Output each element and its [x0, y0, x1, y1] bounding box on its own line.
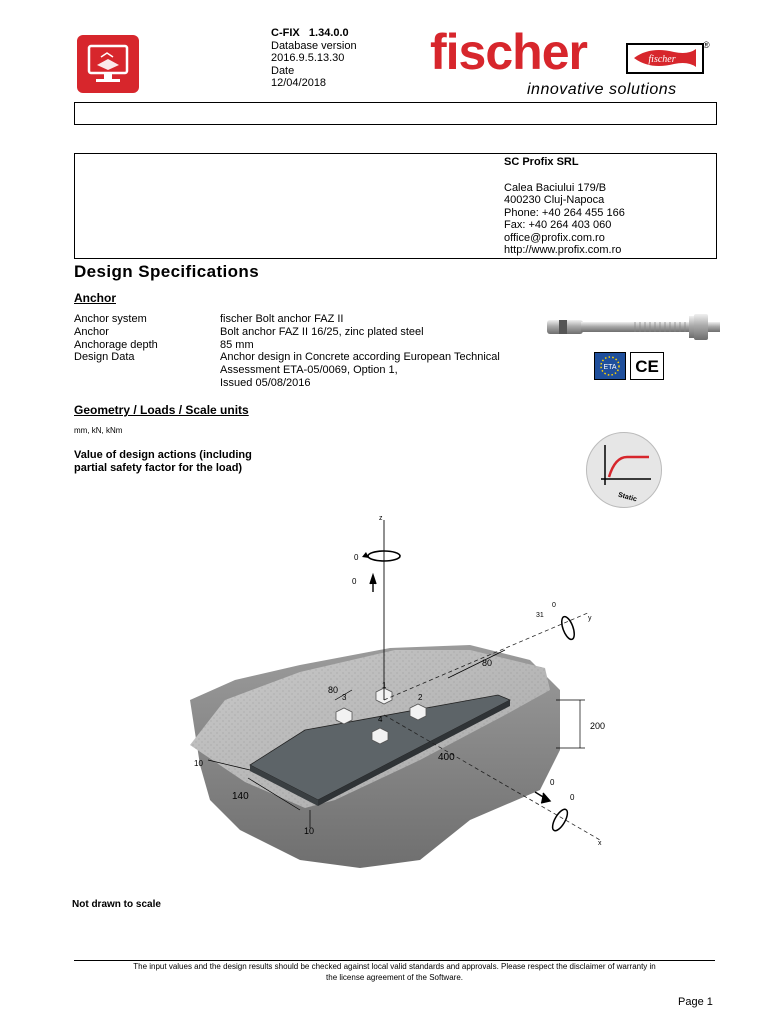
dim-200: 200	[590, 721, 606, 731]
company-info	[504, 156, 625, 257]
z-axis-label: z	[379, 515, 383, 522]
date-value: 12/04/2018	[271, 77, 327, 89]
my-value: 31	[536, 612, 544, 619]
anchor-label-2: 2	[418, 693, 423, 702]
design-actions-line1: Value of design actions (including	[74, 449, 252, 461]
anchor-label-1: 1	[382, 681, 387, 690]
dim-140: 140	[232, 791, 249, 802]
date-label: Date	[271, 64, 295, 77]
design-actions-label	[74, 449, 252, 474]
app-logo	[77, 35, 139, 93]
registered-mark: ®	[703, 40, 710, 50]
spec-key: Anchorage depth	[74, 338, 158, 351]
base-plate-drawing	[180, 505, 620, 890]
units-text: mm, kN, kNm	[74, 426, 123, 435]
spec-key: Anchor system	[74, 313, 147, 325]
spec-key: Anchor	[74, 325, 109, 338]
spec-value: 85 mm	[220, 338, 254, 351]
x-axis-label: x	[598, 840, 602, 847]
badge-text: fischer	[648, 54, 676, 65]
anchor-label-3: 3	[342, 693, 347, 702]
spec-key: Design Data	[74, 351, 135, 364]
company-name: SC Profix SRL	[504, 156, 579, 168]
spec-row	[74, 313, 540, 326]
design-actions-line2: partial safety factor for the load)	[74, 461, 243, 474]
company-phone: Phone: +40 264 455 166	[504, 206, 625, 219]
brand-badge	[626, 43, 704, 74]
static-load-icon	[586, 432, 662, 508]
y-axis-label: y	[588, 615, 592, 622]
spec-row	[74, 351, 540, 364]
brand-wordmark: fischer	[430, 24, 587, 80]
certification-marks	[594, 352, 664, 380]
spec-row	[74, 377, 540, 390]
nz-value: 0	[352, 577, 357, 586]
spec-row	[74, 364, 540, 377]
spec-value: fischer Bolt anchor FAZ II	[220, 313, 344, 325]
anchor-nut-2	[410, 704, 426, 720]
fish-logo-icon	[628, 45, 702, 72]
db-version-value: 2016.9.5.13.30	[271, 52, 345, 64]
disclaimer-line2: the license agreement of the Software.	[326, 972, 463, 982]
disclaimer-line1: The input values and the design results should be checked against local valid standards and approvals. Please respect the disclaimer of warranty in	[133, 962, 656, 971]
anchor-nut-4	[372, 728, 388, 744]
torque-x-icon	[550, 807, 571, 833]
vx-value: 0	[550, 778, 555, 787]
ce-mark: CE	[635, 357, 659, 376]
product-version: 1.34.0.0	[308, 27, 349, 39]
geometry-heading: Geometry / Loads / Scale units	[74, 403, 249, 417]
company-email: office@profix.com.ro	[504, 231, 605, 244]
dim-10-left: 10	[194, 759, 203, 768]
anchor-specs	[74, 313, 540, 390]
vy-value: 0	[552, 602, 556, 609]
page-number: Page 1	[678, 996, 713, 1008]
product-name: C-FIX	[271, 27, 300, 39]
dim-10-bottom: 10	[304, 826, 315, 836]
spec-value: Bolt anchor FAZ II 16/25, zinc plated steel	[220, 325, 424, 338]
disclaimer	[74, 962, 715, 983]
anchor-heading: Anchor	[74, 291, 116, 305]
company-street: Calea Baciului 179/B	[504, 181, 607, 194]
anchor-nut-3	[336, 708, 352, 724]
page-title: Design Specifications	[74, 262, 260, 281]
svg-text:ETA: ETA	[603, 364, 617, 371]
company-web: http://www.profix.com.ro	[504, 244, 622, 256]
spec-value-cont: Assessment ETA-05/0069, Option 1,	[220, 364, 398, 377]
spec-value: Anchor design in Concrete according European Technical	[220, 351, 500, 364]
dim-80-top: 80	[482, 658, 493, 668]
dim-80-left: 80	[328, 685, 339, 695]
monitor-drawing-icon	[77, 35, 139, 93]
bolt-anchor-icon	[545, 312, 725, 342]
slogan: innovative solutions	[527, 81, 677, 98]
force-z-arrow	[370, 575, 376, 592]
db-version-label: Database version	[271, 39, 357, 52]
project-box	[74, 102, 717, 125]
not-to-scale-note: Not drawn to scale	[72, 899, 161, 910]
spec-row	[74, 339, 540, 352]
mz-value: 0	[354, 553, 359, 562]
static-label: Static	[617, 491, 638, 504]
mx-value: 0	[570, 793, 575, 802]
footer-rule	[74, 960, 715, 961]
spec-row	[74, 326, 540, 339]
header-meta	[271, 27, 357, 90]
anchor-label-4: 4	[378, 715, 383, 724]
company-fax: Fax: +40 264 403 060	[504, 219, 612, 231]
company-city: 400230 Cluj-Napoca	[504, 194, 605, 206]
spec-value-cont: Issued 05/08/2016	[220, 376, 311, 389]
dim-400: 400	[438, 752, 455, 763]
force-x-arrow	[535, 792, 550, 803]
